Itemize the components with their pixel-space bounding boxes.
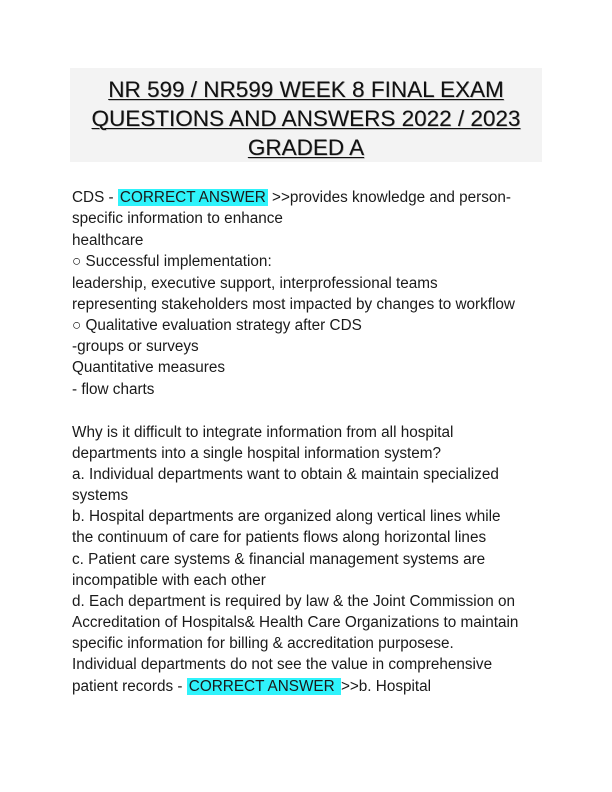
option-b-line: b. Hospital departments are organized along vertical lines while <box>72 508 501 525</box>
question-line: Why is it difficult to integrate information from all hospital <box>72 424 454 441</box>
document-title-box <box>70 68 542 162</box>
text-line: - flow charts <box>72 381 155 398</box>
option-d-line: d. Each department is required by law & the Joint Commission on <box>72 593 515 610</box>
correct-answer-badge: CORRECT ANSWER <box>188 678 339 695</box>
option-d-line: specific information for billing & accreditation purposese. <box>72 635 454 652</box>
text-line: ○ Successful implementation: <box>72 253 272 270</box>
text-line: specific information to enhance <box>72 210 283 227</box>
option-c-line: c. Patient care systems & financial management systems are <box>72 551 486 568</box>
option-a-line: systems <box>72 487 129 504</box>
answer-text: >>provides knowledge and person- <box>267 189 512 206</box>
option-c-line: incompatible with each other <box>72 572 266 589</box>
integration-answer-line <box>72 677 431 696</box>
answer-text: >>b. Hospital <box>340 678 432 695</box>
correct-answer-badge: CORRECT ANSWER <box>119 189 266 206</box>
text-line: Quantitative measures <box>72 359 226 376</box>
question-term: CDS - <box>72 189 118 206</box>
answer-prefix: patient records - <box>72 678 187 695</box>
document-title-line-3: GRADED A <box>247 135 365 160</box>
option-e-line: Individual departments do not see the value in comprehensive <box>72 656 493 673</box>
text-line: ○ Qualitative evaluation strategy after CDS <box>72 317 362 334</box>
option-b-line: the continuum of care for patients flows along horizontal lines <box>72 529 487 546</box>
text-line: representing stakeholders most impacted by changes to workflow <box>72 296 515 313</box>
text-line: healthcare <box>72 232 144 249</box>
option-d-line: Accreditation of Hospitals& Health Care Organizations to maintain <box>72 614 519 631</box>
text-line: leadership, executive support, interprofessional teams <box>72 275 438 292</box>
cds-answer-line <box>72 188 511 207</box>
text-line: -groups or surveys <box>72 338 199 355</box>
document-title-line-1: NR 599 / NR599 WEEK 8 FINAL EXAM <box>108 77 504 102</box>
question-line: departments into a single hospital information system? <box>72 445 442 462</box>
option-a-line: a. Individual departments want to obtain & maintain specialized <box>72 466 499 483</box>
document-title-line-2: QUESTIONS AND ANSWERS 2022 / 2023 <box>91 106 521 131</box>
